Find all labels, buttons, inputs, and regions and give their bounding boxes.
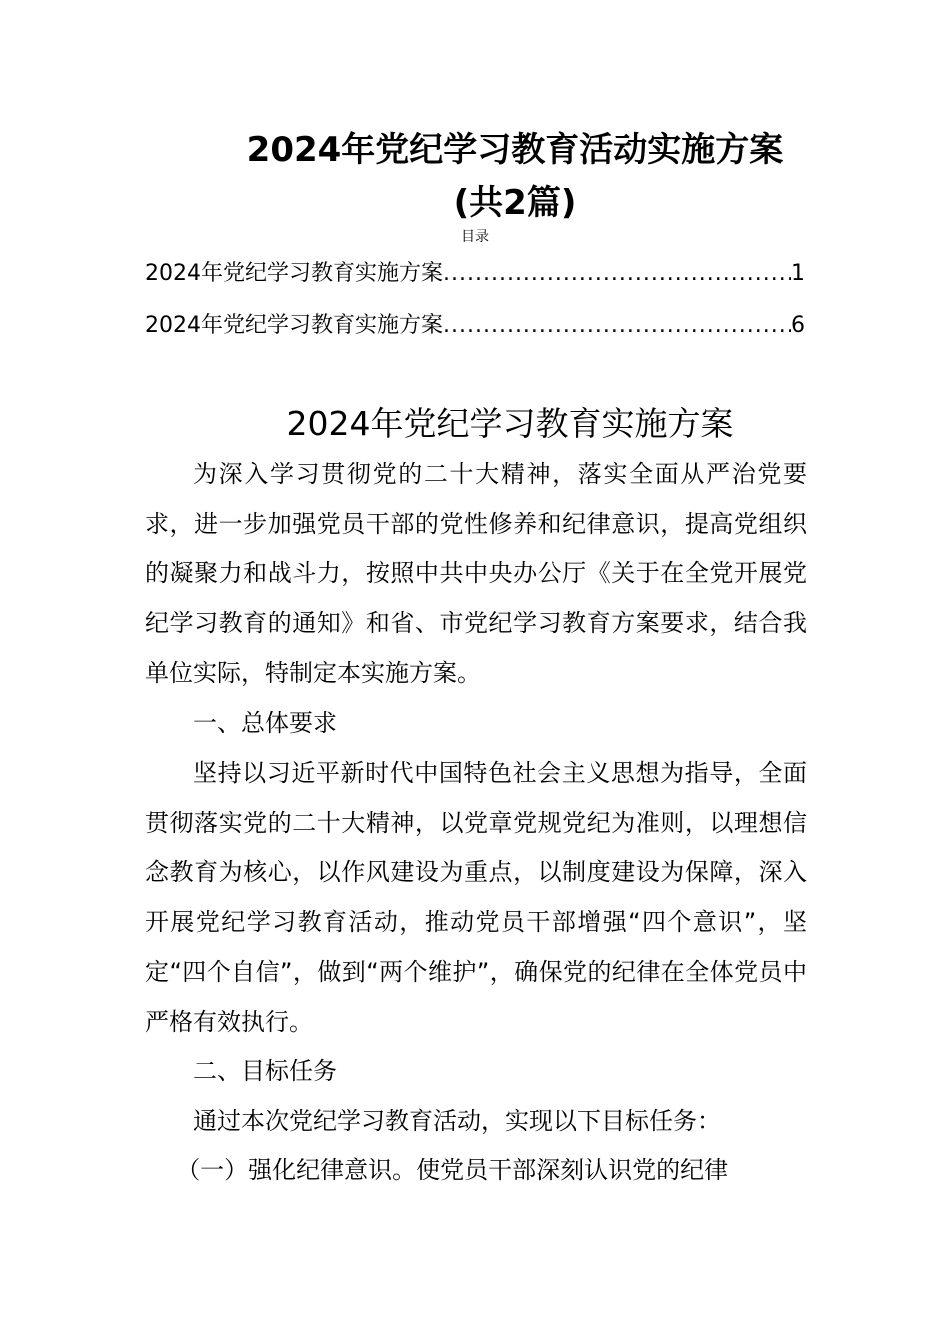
toc-entry-text: 2024年党纪学习教育实施方案 — [145, 313, 443, 338]
toc-entry[interactable] — [145, 259, 805, 289]
goal-item-1: （一）强化纪律意识。使党员干部深刻认识党的纪律 — [176, 1156, 729, 1184]
toc-entry-page: 6 — [791, 313, 805, 338]
heading-goals-tasks: 二、目标任务 — [193, 1057, 337, 1085]
document-title-line1: 2024年党纪学习教育活动实施方案 — [246, 130, 784, 170]
toc-entry-page: 1 — [791, 261, 805, 286]
toc-entry-text: 2024年党纪学习教育实施方案 — [145, 261, 443, 286]
toc-leader-dots — [443, 311, 791, 341]
toc-label: 目录 — [461, 229, 489, 245]
document-title-line2: (共2篇) — [453, 183, 577, 223]
toc-entry[interactable] — [145, 311, 805, 341]
toc-leader-dots — [443, 259, 791, 289]
goals-tasks-paragraph: 通过本次党纪学习教育活动，实现以下目标任务： — [193, 1107, 721, 1135]
section-title: 2024年党纪学习教育实施方案 — [286, 404, 734, 443]
general-requirements-paragraph: 坚持以习近平新时代中国特色社会主义思想为指导，全面贯彻落实党的二十大精神，以党章党规党纪为准则，以理想信念教育为核心，以作风建设为重点，以制度建设为保障，深入开展党纪学习教育活动，推动党员干部增强“四个意识”，坚定“四个自信”，做到“两个维护”，确保党的纪律在全体党员中严格有效执行。 — [145, 759, 807, 1036]
heading-general-requirements: 一、总体要求 — [193, 709, 337, 737]
intro-paragraph: 为深入学习贯彻党的二十大精神，落实全面从严治党要求，进一步加强党员干部的党性修养和纪律意识，提高党组织的凝聚力和战斗力，按照中共中央办公厅《关于在全党开展党纪学习教育的通知》和省、市党纪学习教育方案要求，结合我单位实际，特制定本实施方案。 — [145, 460, 807, 687]
